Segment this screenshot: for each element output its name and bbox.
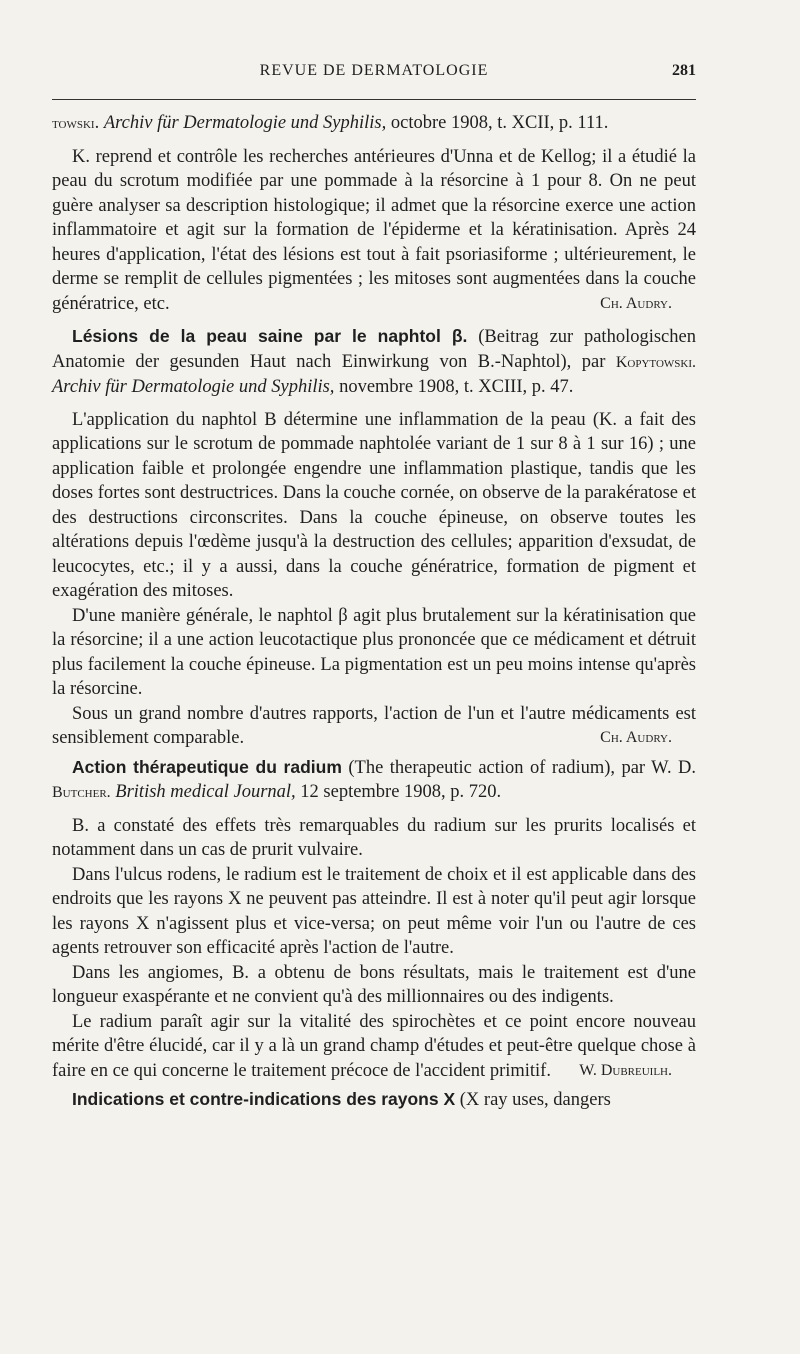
article2-title: Lésions de la peau saine par le naphtol β. <box>72 326 468 346</box>
article4-heading <box>52 1087 696 1113</box>
article2-signature: Ch. Audry. <box>600 729 672 746</box>
article3-paragraph-2: Dans l'ulcus rodens, le radium est le traitement de choix et il est applicable dans des endroits que les rayons X ne peuvent pas atteindre. Il est à noter qu'il peut agir lorsque les rayons X n'agissent plus et vice-versa; on peut même voir l'un ou l'autre de ces agents retrouver son efficacité après l'action de l'autre. <box>52 864 696 958</box>
page-header <box>52 60 696 90</box>
running-title: REVUE DE DERMATOLOGIE <box>259 62 489 79</box>
article3-ref-journal: British medical Journal, <box>115 782 296 802</box>
article2-paragraph-3: Sous un grand nombre d'autres rapports, l'action de l'un et l'autre médicaments est sensiblement comparable. Ch. Audry. <box>52 702 696 751</box>
article2-ref-rest: novembre 1908, t. XCIII, p. 47. <box>339 377 574 397</box>
article4-title: Indications et contre-indications des rayons X <box>72 1089 456 1109</box>
article-column <box>52 111 696 1113</box>
article2-ref-a: (Beitrag zur pathologischen Anatomie der gesunden Haut nach Einwirkung von B.-Naphtol), par <box>52 327 696 372</box>
article3-title: Action thérapeutique du radium <box>72 756 342 777</box>
article2-ref-author: Kopytowski. <box>615 353 696 371</box>
article1-reference: towski. Archiv für Dermatologie und Syphilis, octobre 1908, t. XCII, p. 111. <box>52 113 609 133</box>
article2-heading <box>52 324 696 400</box>
article3-signature: W. Dubreuilh. <box>579 1061 672 1079</box>
article3-paragraph-1: B. a constaté des effets très remarquables du radium sur les prurits localisés et notamment dans un cas de prurit vulvaire. <box>52 815 696 860</box>
article3-ref-rest: 12 septembre 1908, p. 720. <box>300 782 502 802</box>
article1-paragraph: K. reprend et contrôle les recherches antérieures d'Unna et de Kellog; il a étudié la peau du scrotum modifiée par une pommade à la résorcine à 1 pour 8. On ne peut guère analyser sa description histologique; il admet que la résorcine exerce une action inflammatoire et agit sur la formation de l'épiderme et la kératinisation. Après 24 heures d'application, l'état des lésions est tout à fait psoriasiforme ; ultérieurement, le derme se remplit de cellules pigmentées ; les mitoses sont augmentées dans la couche génératrice, etc. Ch. Audry. <box>52 145 696 317</box>
article2-paragraph-1: L'application du naphtol B détermine une inflammation de la peau (K. a fait des applications sur le scrotum de pommade naphtolée variant de 1 sur 8 à 1 sur 16) ; une application faible et prolongée engendre une inflammation plastique, tandis que les doses fortes sont destructrices. Dans la couche cornée, on observe de la parakératose et des destructions circonscrites. Dans la couche épineuse, on observe toutes les altérations depuis l'œdème jusqu'à la destruction des cellules; apparition d'exsudat, de leucocytes, etc.; il y a aussi, dans la couche génératrice, formation de pigment et exagération des mitoses. <box>52 409 696 601</box>
header-rule <box>52 99 696 100</box>
article3-paragraph-4: Le radium paraît agir sur la vitalité des spirochètes et ce point encore nouveau mérite d'être élucidé, car il y a là un grand champ d'études et peut-être quelque chose à faire en ce qui concerne le traitement précoce de l'accident primitif. W. Dubreuilh. <box>52 1010 696 1084</box>
article2-ref-journal: Archiv für Dermatologie und Syphilis, <box>52 377 335 397</box>
article3-ref-a: (The therapeutic action of radium), par W. D. <box>348 757 696 778</box>
article2-paragraph-2: D'une manière générale, le naphtol β agit plus brutalement sur la kératinisation que la résorcine; il a une action leucotactique plus prononcée que ce médicament et détruit plus facilement la couche épineuse. La pigmentation est un peu moins intense qu'après la résorcine. <box>52 605 696 699</box>
article3-ref-author: Butcher. <box>52 784 111 801</box>
article1-ref-journal: Archiv für Dermatologie und Syphilis, <box>103 113 387 133</box>
article1-ref-rest: octobre 1908, t. XCII, p. 111. <box>390 113 609 133</box>
page-number: 281 <box>672 62 696 79</box>
article4-ref-a: (X ray uses, dangers <box>459 1090 611 1110</box>
article1-signature: Ch. Audry. <box>600 294 672 312</box>
article3-paragraph-3: Dans les angiomes, B. a obtenu de bons résultats, mais le traitement est d'une longueur exaspérante et ne convient qu'à des millionnaires ou des indigents. <box>52 962 696 1007</box>
article1-ref-author: towski <box>52 115 95 132</box>
article3-heading <box>52 755 696 806</box>
